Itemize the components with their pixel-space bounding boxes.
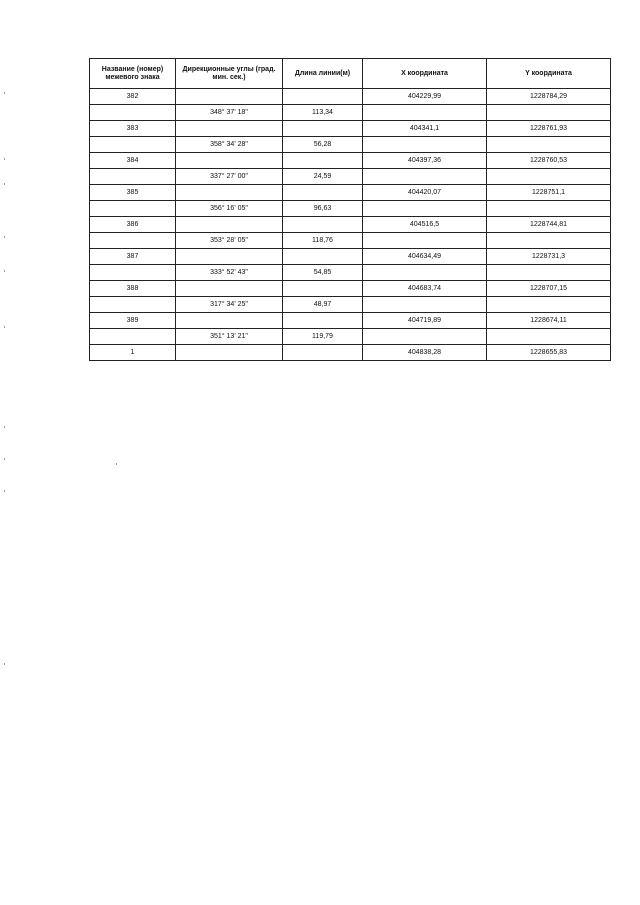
cell-y: 1228731,3 [487,249,611,265]
cell-y [487,105,611,121]
cell-marker: 386 [90,217,176,233]
cell-y: 1228760,53 [487,153,611,169]
cell-x: 404838,28 [363,345,487,361]
table-row [90,281,611,297]
cell-y [487,201,611,217]
cell-marker: 383 [90,121,176,137]
table-row [90,153,611,169]
cell-marker: 385 [90,185,176,201]
cell-angle [176,121,283,137]
cell-angle [176,345,283,361]
scan-artifact [4,663,5,665]
cell-y [487,169,611,185]
header-line-length: Длина линии(м) [283,59,363,89]
scan-artifact [4,183,5,185]
cell-marker: 388 [90,281,176,297]
cell-y: 1228751,1 [487,185,611,201]
table-row [90,121,611,137]
cell-marker [90,297,176,313]
scan-artifact [4,236,5,238]
header-x-coordinate: X координата [363,59,487,89]
cell-length [283,89,363,105]
cell-x: 404719,89 [363,313,487,329]
cell-marker [90,105,176,121]
cell-angle [176,281,283,297]
cell-angle: 317° 34' 25" [176,297,283,313]
cell-x [363,105,487,121]
cell-length [283,313,363,329]
scan-artifact [4,490,5,492]
table-row [90,233,611,249]
scan-artifact [4,458,5,460]
table-row [90,217,611,233]
cell-x [363,233,487,249]
cell-y: 1228784,29 [487,89,611,105]
cell-length: 48,97 [283,297,363,313]
cell-y [487,233,611,249]
cell-length: 24,59 [283,169,363,185]
header-direction-angle: Дирекционные углы (град. мин. сек.) [176,59,283,89]
cell-x: 404341,1 [363,121,487,137]
cell-marker: 1 [90,345,176,361]
cell-angle [176,153,283,169]
cell-angle [176,89,283,105]
cell-x: 404397,36 [363,153,487,169]
cell-marker: 382 [90,89,176,105]
cell-x: 404683,74 [363,281,487,297]
cell-length [283,217,363,233]
cell-y [487,329,611,345]
cell-marker: 384 [90,153,176,169]
cell-x: 404420,07 [363,185,487,201]
cell-length [283,153,363,169]
cell-x [363,201,487,217]
cell-x [363,169,487,185]
cell-y: 1228761,93 [487,121,611,137]
table-row [90,105,611,121]
table-row [90,169,611,185]
cell-x: 404634,49 [363,249,487,265]
cell-marker [90,265,176,281]
cell-y: 1228744,81 [487,217,611,233]
cell-x [363,137,487,153]
cell-y: 1228674,11 [487,313,611,329]
cell-angle: 358° 34' 28" [176,137,283,153]
cell-length: 119,79 [283,329,363,345]
cell-length [283,185,363,201]
boundary-coordinates-table [89,58,611,361]
cell-length [283,249,363,265]
header-y-coordinate: Y координата [487,59,611,89]
table-row [90,89,611,105]
table-row [90,249,611,265]
scan-artifact [4,426,5,428]
scan-artifact [116,463,117,465]
scan-artifact [4,270,5,272]
cell-y [487,137,611,153]
table-row [90,201,611,217]
cell-y: 1228707,15 [487,281,611,297]
cell-marker [90,233,176,249]
cell-marker [90,329,176,345]
table-row [90,265,611,281]
cell-angle: 333° 52' 43" [176,265,283,281]
cell-angle: 348° 37' 18" [176,105,283,121]
cell-angle: 356° 16' 05" [176,201,283,217]
cell-angle [176,185,283,201]
table-row [90,329,611,345]
cell-marker: 389 [90,313,176,329]
cell-y [487,297,611,313]
cell-length: 96,63 [283,201,363,217]
cell-x [363,329,487,345]
table-header-row [90,59,611,89]
cell-length: 113,34 [283,105,363,121]
cell-angle: 351° 13' 21" [176,329,283,345]
scan-artifact [4,158,5,160]
cell-angle [176,217,283,233]
table-row [90,185,611,201]
cell-length: 56,28 [283,137,363,153]
cell-angle [176,313,283,329]
cell-length [283,281,363,297]
cell-length [283,121,363,137]
cell-marker [90,169,176,185]
cell-length: 54,85 [283,265,363,281]
cell-y: 1228655,83 [487,345,611,361]
cell-marker [90,201,176,217]
cell-y [487,265,611,281]
scan-artifact [4,326,5,328]
table-row [90,137,611,153]
cell-marker [90,137,176,153]
cell-x [363,265,487,281]
scan-artifact [4,92,5,94]
cell-length [283,345,363,361]
cell-angle: 337° 27' 00" [176,169,283,185]
cell-x: 404229,99 [363,89,487,105]
header-marker-name: Название (номер) межевого знака [90,59,176,89]
cell-x [363,297,487,313]
cell-x: 404516,5 [363,217,487,233]
cell-length: 118,76 [283,233,363,249]
table-row [90,345,611,361]
cell-angle [176,249,283,265]
table-row [90,297,611,313]
cell-marker: 387 [90,249,176,265]
table-row [90,313,611,329]
cell-angle: 353° 28' 05" [176,233,283,249]
